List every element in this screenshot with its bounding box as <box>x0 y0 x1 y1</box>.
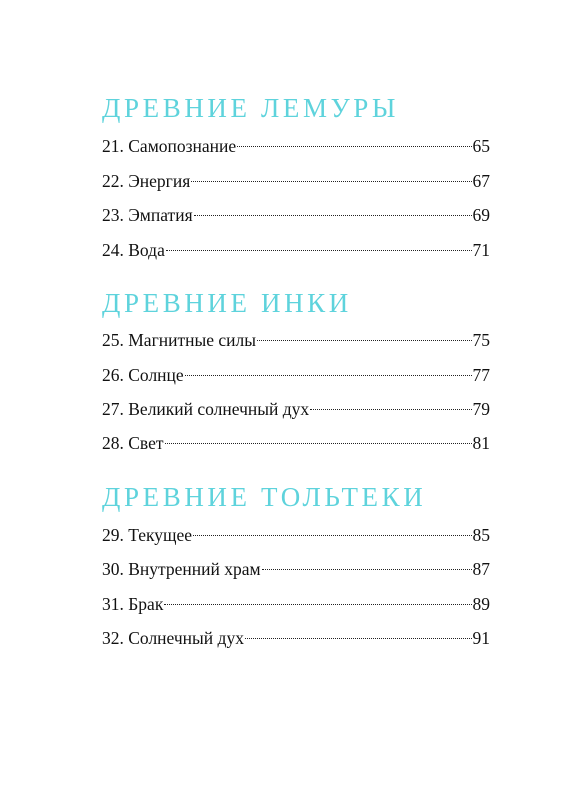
toc-entry-page-number: 71 <box>472 240 490 260</box>
toc-entry[interactable] <box>102 135 490 157</box>
toc-entry-page-number: 79 <box>472 399 490 419</box>
toc-entry[interactable] <box>102 593 490 615</box>
toc-entry[interactable] <box>102 627 490 649</box>
toc-entry-label: 24. Вода <box>102 240 165 260</box>
dot-leader <box>193 535 471 536</box>
toc-entry-label: 32. Солнечный дух <box>102 628 244 648</box>
toc-entry[interactable] <box>102 329 490 351</box>
toc-entry-label: 28. Свет <box>102 433 164 453</box>
dot-leader <box>164 604 471 605</box>
toc-entry-label: 27. Великий солнечный дух <box>102 399 310 419</box>
toc-entry-label: 31. Брак <box>102 594 164 614</box>
toc-entry-label: 23. Эмпатия <box>102 205 193 225</box>
dot-leader <box>257 340 471 341</box>
toc-section-ancient-lemurians <box>102 93 490 260</box>
toc-entry[interactable] <box>102 239 490 261</box>
toc-entry-page-number: 91 <box>472 628 490 648</box>
dot-leader <box>310 409 471 410</box>
toc-entry-label: 22. Энергия <box>102 171 191 191</box>
toc-entry-page-number: 85 <box>472 525 490 545</box>
toc-entry-page-number: 87 <box>472 559 490 579</box>
toc-entry[interactable] <box>102 204 490 226</box>
toc-entry-page-number: 77 <box>472 365 490 385</box>
toc-entry-label: 25. Магнитные силы <box>102 330 257 350</box>
toc-section-ancient-toltecs <box>102 482 490 648</box>
toc-entry-label: 21. Самопознание <box>102 136 237 156</box>
toc-entry-page-number: 69 <box>472 205 490 225</box>
toc-entry-page-number: 67 <box>472 171 490 191</box>
toc-entry-page-number: 75 <box>472 330 490 350</box>
toc-entry[interactable] <box>102 170 490 192</box>
section-heading: ДРЕВНИЕ ТОЛЬТЕКИ <box>102 482 427 512</box>
toc-entry-label: 26. Солнце <box>102 365 184 385</box>
toc-entry-page-number: 65 <box>472 136 490 156</box>
dot-leader <box>262 569 472 570</box>
toc-entry-label: 29. Текущее <box>102 525 193 545</box>
dot-leader <box>166 250 472 251</box>
toc-entry[interactable] <box>102 558 490 580</box>
toc-entry[interactable] <box>102 432 490 454</box>
toc-entry[interactable] <box>102 364 490 386</box>
toc-section-ancient-incas <box>102 288 490 453</box>
dot-leader <box>237 146 471 147</box>
dot-leader <box>245 638 472 639</box>
section-heading: ДРЕВНИЕ ЛЕМУРЫ <box>102 93 400 123</box>
dot-leader <box>185 375 472 376</box>
section-heading: ДРЕВНИЕ ИНКИ <box>102 288 352 318</box>
dot-leader <box>191 181 471 182</box>
toc-entry-label: 30. Внутренний храм <box>102 559 261 579</box>
dot-leader <box>194 215 472 216</box>
dot-leader <box>165 443 472 444</box>
toc-entry[interactable] <box>102 524 490 546</box>
toc-entry-page-number: 89 <box>472 594 490 614</box>
toc-entry-page-number: 81 <box>472 433 490 453</box>
toc-entry[interactable] <box>102 398 490 420</box>
